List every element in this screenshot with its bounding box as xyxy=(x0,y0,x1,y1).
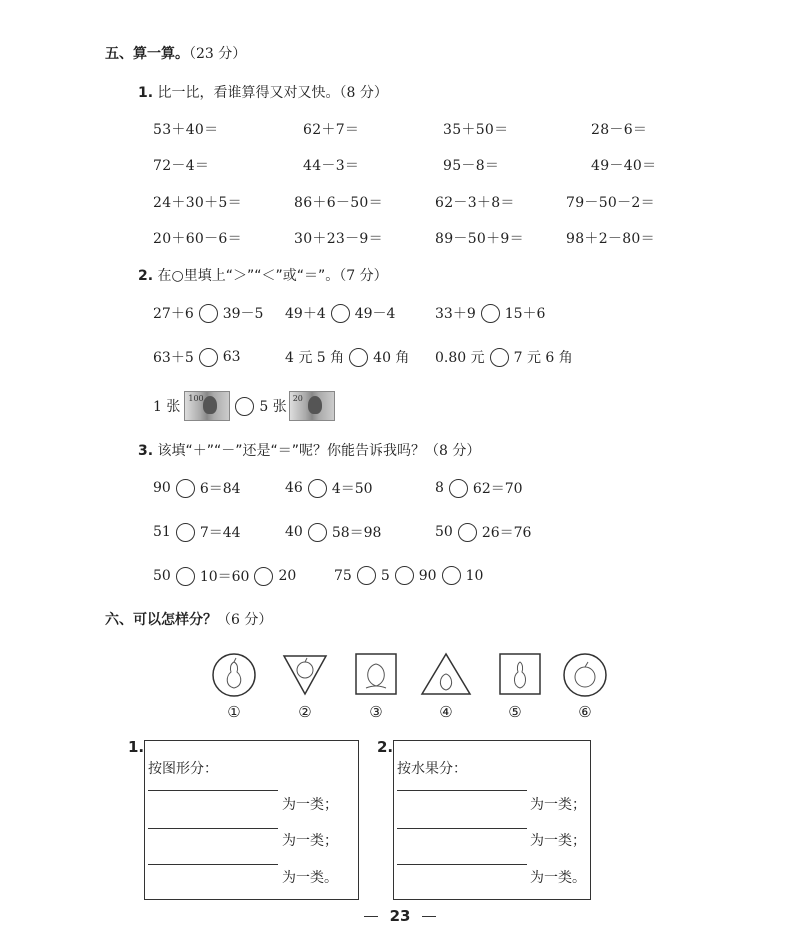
q1-r2c3: 95－8＝ xyxy=(443,158,500,174)
box2-number: 2. xyxy=(377,738,394,756)
answer-circle[interactable] xyxy=(331,304,350,323)
box1-title: 按图形分： xyxy=(148,761,218,777)
q3-r2-item3: 50 26＝76 xyxy=(435,524,532,541)
shapes-row xyxy=(210,650,610,700)
q3-r3-item2: 75 5 90 10 xyxy=(334,567,484,584)
answer-circle[interactable] xyxy=(176,567,195,586)
q1-r2c4: 49－40＝ xyxy=(591,158,657,174)
q1-r4c2: 30＋23－9＝ xyxy=(294,231,383,247)
answer-circle[interactable] xyxy=(199,304,218,323)
box2-blank-3[interactable] xyxy=(397,864,527,865)
box2-blank-1[interactable] xyxy=(397,790,527,791)
q1-r1c3: 35＋50＝ xyxy=(443,122,509,138)
box2-label-1: 为一类； xyxy=(530,797,586,813)
answer-circle[interactable] xyxy=(458,523,477,542)
box1-number: 1. xyxy=(128,738,145,756)
answer-circle[interactable] xyxy=(349,348,368,367)
answer-circle[interactable] xyxy=(235,397,254,416)
answer-circle[interactable] xyxy=(449,479,468,498)
box2-label-3: 为一类。 xyxy=(530,870,586,886)
box1-blank-2[interactable] xyxy=(148,828,278,829)
q1-r3c3: 62－3＋8＝ xyxy=(435,195,515,211)
answer-circle[interactable] xyxy=(176,523,195,542)
square-pear-icon xyxy=(500,654,540,694)
q1-r2c2: 44－3＝ xyxy=(303,158,360,174)
q2-r1-item3: 33＋9 15＋6 xyxy=(435,303,545,323)
q1-r2c1: 72－4＝ xyxy=(153,158,210,174)
q3-r1-item2: 46 4＝50 xyxy=(285,480,373,497)
q2-r1-item2: 49＋4 49－4 xyxy=(285,303,395,323)
answer-circle[interactable] xyxy=(308,523,327,542)
box1-label-1: 为一类； xyxy=(282,797,338,813)
shape-number-5: ⑤ xyxy=(508,703,522,721)
q2-r2-item1: 63＋5 63 xyxy=(153,349,241,366)
answer-circle[interactable] xyxy=(481,304,500,323)
q3-r2-item1: 51 7＝44 xyxy=(153,524,241,541)
q1-r4c4: 98＋2－80＝ xyxy=(566,231,655,247)
q3-r1-item3: 8 62＝70 xyxy=(435,480,523,497)
answer-circle[interactable] xyxy=(176,479,195,498)
banknote-20-icon: 20 xyxy=(289,391,335,421)
q2-r1-item1: 27＋6 39－5 xyxy=(153,303,263,323)
box1-blank-3[interactable] xyxy=(148,864,278,865)
circle-apple-icon xyxy=(564,654,606,696)
q1-r1c4: 28－6＝ xyxy=(591,122,648,138)
box2-title: 按水果分： xyxy=(397,761,467,777)
page-number: 23 xyxy=(0,907,800,925)
q3-r2-item2: 40 58＝98 xyxy=(285,524,382,541)
box1-blank-1[interactable] xyxy=(148,790,278,791)
q3-heading: 3. 该填“＋”“－”还是“＝”呢？你能告诉我吗？（8 分） xyxy=(138,443,481,459)
q3-r1-item1: 90 6＝84 xyxy=(153,480,241,497)
answer-circle[interactable] xyxy=(199,348,218,367)
answer-circle[interactable] xyxy=(442,566,461,585)
triangle-apple-icon xyxy=(284,656,326,694)
q1-r4c3: 89－50＋9＝ xyxy=(435,231,524,247)
q2-heading: 2. 在○里填上“＞”“＜”或“＝”。（7 分） xyxy=(138,268,388,284)
answer-circle[interactable] xyxy=(357,566,376,585)
shape-number-3: ③ xyxy=(369,703,383,721)
answer-circle[interactable] xyxy=(308,479,327,498)
answer-circle[interactable] xyxy=(254,567,273,586)
q1-r3c2: 86＋6－50＝ xyxy=(294,195,383,211)
answer-circle[interactable] xyxy=(395,566,414,585)
q1-r3c4: 79－50－2＝ xyxy=(566,195,655,211)
circle-pear-icon xyxy=(213,654,255,696)
q1-r3c1: 24＋30＋5＝ xyxy=(153,195,242,211)
triangle-peach-icon xyxy=(422,654,470,694)
answer-circle[interactable] xyxy=(490,348,509,367)
section-6-heading: 六、可以怎样分？（6 分） xyxy=(105,612,273,628)
q3-r3-item1: 50 10＝60 20 xyxy=(153,568,297,585)
banknote-100-icon: 100 xyxy=(184,391,230,421)
q1-r1c1: 53＋40＝ xyxy=(153,122,219,138)
q2-r2-item3: 0.80 元 7 元 6 角 xyxy=(435,347,573,367)
section-5-heading: 五、算一算。（23 分） xyxy=(105,46,247,62)
shape-number-2: ② xyxy=(298,703,312,721)
box2-label-2: 为一类； xyxy=(530,833,586,849)
q1-r4c1: 20＋60－6＝ xyxy=(153,231,242,247)
q2-r2-item2: 4 元 5 角 40 角 xyxy=(285,347,409,367)
q1-heading: 1. 比一比，看谁算得又对又快。（8 分） xyxy=(138,85,388,101)
shape-number-4: ④ xyxy=(439,703,453,721)
square-peach-icon xyxy=(356,654,396,694)
q2-r3-banknotes: 1 张 100 5 张 20 xyxy=(153,391,335,421)
box1-label-2: 为一类； xyxy=(282,833,338,849)
shape-number-1: ① xyxy=(227,703,241,721)
q1-r1c2: 62＋7＝ xyxy=(303,122,360,138)
box1-label-3: 为一类。 xyxy=(282,870,338,886)
shape-number-6: ⑥ xyxy=(578,703,592,721)
box2-blank-2[interactable] xyxy=(397,828,527,829)
